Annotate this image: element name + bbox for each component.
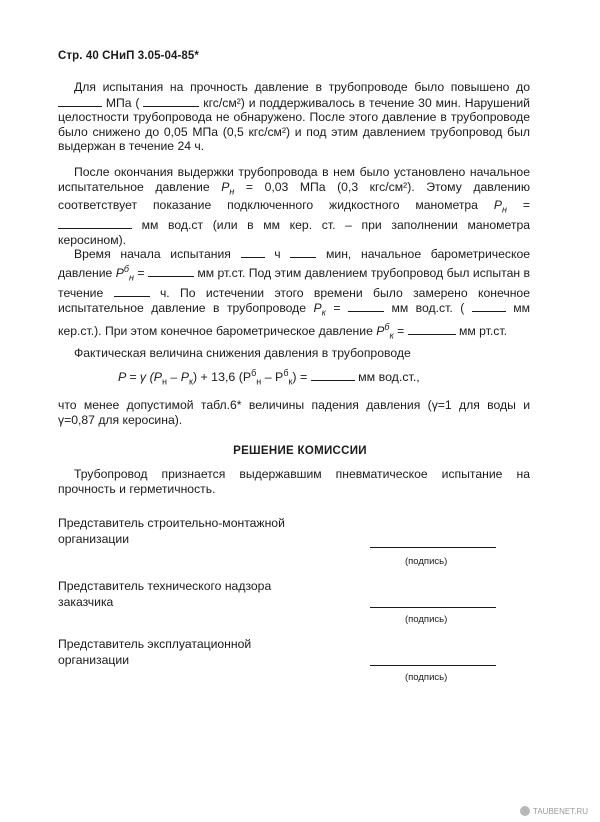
blank-pressure-mpa bbox=[58, 95, 102, 107]
page-header: Стр. 40 СНиП 3.05-04-85* bbox=[58, 50, 199, 62]
formula-part-c: ) + 13,6 (P bbox=[192, 370, 252, 385]
rep-construction bbox=[58, 516, 318, 547]
blank-pressure-kgf bbox=[143, 95, 199, 107]
symbol-p-n: $P_н$ bbox=[221, 179, 235, 196]
rep-operating-line2: организации bbox=[58, 652, 130, 667]
paragraph-strength-test bbox=[58, 80, 530, 154]
rep-construction-line1: Представитель строительно-монтажной bbox=[58, 516, 285, 530]
rep-technical-supervision bbox=[58, 579, 318, 610]
p3-text-a: Время начала испытания bbox=[74, 247, 231, 261]
formula-part-e: ) = bbox=[292, 370, 308, 385]
signature-label-2: (подпись) bbox=[405, 614, 448, 625]
formula-part-b: – P bbox=[166, 370, 189, 385]
blank-start-minute bbox=[290, 246, 316, 258]
p3-text-h: мм вод.ст. ( bbox=[391, 301, 465, 315]
p3-text-k: мм рт.ст. bbox=[459, 324, 507, 338]
signature-line-1 bbox=[370, 547, 496, 548]
p3-text-f: ч. По истечении этого времени было замерено конечное испытательное давление в трубопроводе bbox=[58, 285, 530, 315]
watermark-logo-icon bbox=[520, 806, 530, 816]
paragraph-test-time bbox=[58, 246, 530, 343]
formula-unit: мм вод.ст., bbox=[358, 370, 420, 385]
p2-text-c: = bbox=[522, 198, 530, 213]
symbol-p-n-b: $P^б_н$ bbox=[115, 263, 134, 282]
p3-text-g: = bbox=[333, 301, 341, 315]
formula-part-a: P = γ (P bbox=[118, 370, 162, 385]
p3-text-j: = bbox=[397, 324, 405, 338]
watermark-text: TAUBENET.RU bbox=[533, 806, 588, 816]
blank-start-hour bbox=[241, 246, 265, 258]
p3-text-i: мм кер.ст.). При этом конечное барометрическое давление bbox=[58, 301, 530, 338]
symbol-p-k-b: $P^б_к$ bbox=[376, 321, 394, 341]
rep-construction-line2: организации bbox=[58, 531, 130, 546]
p3-text-e: мм рт.ст. Под этим давлением трубопровод был испытан в течение bbox=[58, 265, 531, 300]
signature-label-3: (подпись) bbox=[405, 672, 448, 683]
p3-text-c: мин, начальное барометрическое давление bbox=[58, 247, 530, 280]
p1-text-b: МПа ( bbox=[105, 95, 140, 110]
p2-text-b: = 0,03 МПа (0,3 кгс/см²). Этому давлению соответствует показание подключенного жидкостного манометра bbox=[58, 179, 531, 213]
formula-part-d: – P bbox=[261, 370, 284, 385]
p1-text-a: Для испытания на прочность давление в трубопроводе было повышено до bbox=[74, 80, 530, 94]
rep-technical-line2: заказчика bbox=[58, 594, 114, 609]
blank-final-pressure-kerosene bbox=[472, 300, 506, 312]
p2-text-d: мм вод.ст (или в мм кер. ст. – при заполнении манометра керосином). bbox=[58, 218, 530, 247]
commission-title: РЕШЕНИЕ КОМИССИИ bbox=[233, 445, 367, 457]
commission-decision-text: Трубопровод признается выдержавшим пневматическое испытание на прочность и герметичность. bbox=[58, 467, 530, 496]
signature-line-3 bbox=[370, 665, 496, 666]
rep-technical-line1: Представитель технического надзора bbox=[58, 579, 272, 593]
signature-label-1: (подпись) bbox=[405, 556, 448, 567]
blank-manometer-reading bbox=[58, 217, 132, 229]
paragraph-comparison: что менее допустимой табл.6* величины падения давления (γ=1 для воды и γ=0,87 для керосина). bbox=[58, 398, 530, 427]
symbol-p-k: $P_к$ bbox=[313, 301, 326, 318]
p1-text-c: кгс/см²) и поддерживалось в течение 30 мин. Нарушений целостности трубопровода не обнаружено. После этого давление в трубопроводе было снижено до 0,05 МПа (0,5 кгс/см²) и под этим давлением трубопровод был выдержан в течение 24 ч. bbox=[58, 95, 530, 153]
paragraph-actual-drop: Фактическая величина снижения давления в трубопроводе bbox=[74, 346, 411, 360]
p3-text-b: ч bbox=[274, 247, 281, 261]
blank-initial-barometric bbox=[148, 265, 194, 277]
paragraph-initial-pressure bbox=[58, 165, 530, 247]
blank-final-pressure-water bbox=[348, 300, 384, 312]
p2-text-a: После окончания выдержки трубопровода в нем было установлено начальное испытательное давление bbox=[58, 165, 530, 194]
rep-operating-line1: Представитель эксплуатационной bbox=[58, 637, 252, 651]
blank-pressure-drop bbox=[311, 369, 355, 381]
symbol-p-n-2: $P_н$ bbox=[493, 198, 507, 215]
signature-line-2 bbox=[370, 607, 496, 608]
rep-operating bbox=[58, 637, 318, 668]
pressure-drop-formula: P = γ $(P_н - P_к) + 13,6$ $(P^б_н - P^б_к)$ = мм вод.ст., bbox=[118, 368, 420, 387]
blank-final-barometric bbox=[408, 323, 456, 335]
blank-test-duration bbox=[114, 285, 150, 297]
site-watermark bbox=[520, 806, 588, 816]
p3-text-d: = bbox=[137, 265, 145, 280]
